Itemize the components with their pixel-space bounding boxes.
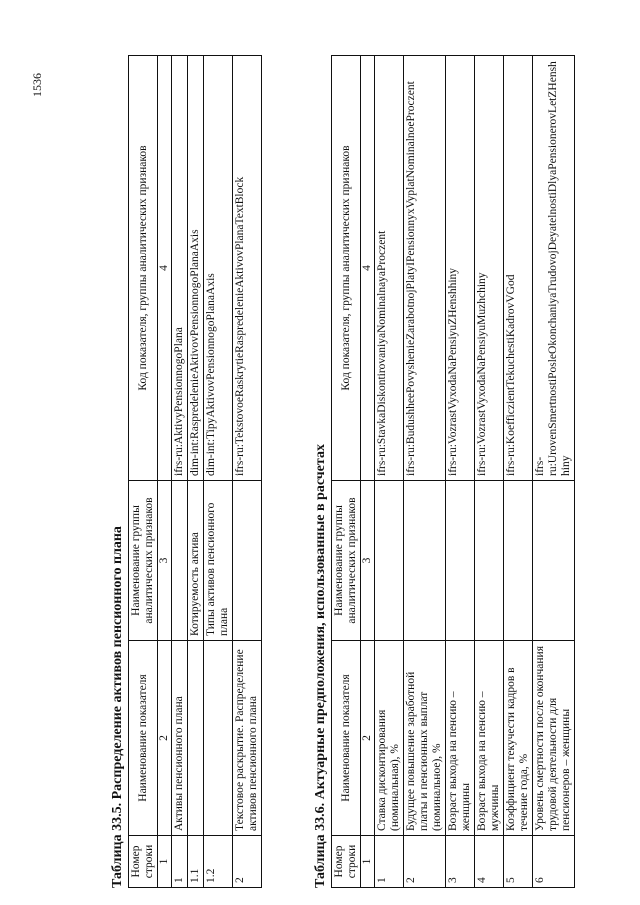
indicator-name: Возраст выхода на пенсию – женщины (446, 641, 475, 836)
group-name (504, 481, 533, 641)
table-row (475, 56, 504, 888)
indicator-name: Активы пенсионного плана (172, 641, 188, 836)
indicator-code: dim-int:RaspredelenieAktivovPensionnogoPlanaAxis (188, 56, 204, 481)
row-number: 1.2 (204, 836, 233, 888)
header-indicator-name: Наименование показателя (332, 641, 361, 836)
table2-header-row (332, 56, 361, 888)
header-row-number: Номер строки (332, 836, 361, 888)
row-number: 1 (375, 836, 404, 888)
table1-caption: Таблица 33.5. Распределение активов пенсионного плана (110, 526, 125, 888)
indicator-name: Коэффициент текучести кадров в течение года, % (504, 641, 533, 836)
header-row-number: Номер строки (129, 836, 158, 888)
indicator-code: ifrs-ru:VozrastVyxodaNaPensiyuZHenshhiny (446, 56, 475, 481)
header-code: Код показателя, группы аналитических признаков (332, 56, 361, 481)
header-group-name: Наименование группы аналитических признаков (129, 481, 158, 641)
row-number: 2 (404, 836, 446, 888)
indicator-name (188, 641, 204, 836)
indicator-name: Возраст выхода на пенсию – мужчины (475, 641, 504, 836)
group-name (375, 481, 404, 641)
row-number: 1 (172, 836, 188, 888)
table-actuarial-assumptions (331, 55, 575, 888)
table-row (204, 56, 233, 888)
group-name (172, 481, 188, 641)
table-row (375, 56, 404, 888)
indicator-code: ifrs-ru:KoefficzientTekuchestiKadrovVGod (504, 56, 533, 481)
index-cell: 2 (158, 641, 172, 836)
indicator-code: ifrs-ru:BudushheePovyshenieZarabotnojPlatyIPensionnyxVyplatNominalnoeProczent (404, 56, 446, 481)
table-row (446, 56, 475, 888)
table-row (533, 56, 575, 888)
header-group-name: Наименование группы аналитических признаков (332, 481, 361, 641)
row-number: 3 (446, 836, 475, 888)
indicator-name (204, 641, 233, 836)
indicator-code: dim-int:TipyAktivovPensionnogoPlanaAxis (204, 56, 233, 481)
indicator-code: ifrs-ru:StavkaDiskontirovaniyaNominalnayaProczent (375, 56, 404, 481)
group-name (233, 481, 262, 641)
row-number: 1.1 (188, 836, 204, 888)
table-row (233, 56, 262, 888)
table-row (188, 56, 204, 888)
table-row (404, 56, 446, 888)
header-code: Код показателя, группы аналитических признаков (129, 56, 158, 481)
index-cell: 3 (158, 481, 172, 641)
index-cell: 4 (158, 56, 172, 481)
row-number: 4 (475, 836, 504, 888)
indicator-code: ifrs-ru:VozrastVyxodaNaPensiyuMuzhchiny (475, 56, 504, 481)
table1-header-row (129, 56, 158, 888)
indicator-name: Текстовое раскрытие. Распределение активов пенсионного плана (233, 641, 262, 836)
table-row (172, 56, 188, 888)
indicator-code: ifrs-ru:UrovenSmertnostiPosleOkonchaniyaTrudovojDeyatelnostiDlyaPensionerovLetZHenshhiny (533, 56, 575, 481)
table2-caption: Таблица 33.6. Актуарные предположения, использованные в расчетах (313, 444, 328, 888)
header-indicator-name: Наименование показателя (129, 641, 158, 836)
row-number: 5 (504, 836, 533, 888)
index-cell: 2 (361, 641, 375, 836)
group-name (475, 481, 504, 641)
table2-index-row (361, 56, 375, 888)
table-pension-plan-assets (128, 55, 262, 888)
group-name (533, 481, 575, 641)
group-name (404, 481, 446, 641)
index-cell: 1 (158, 836, 172, 888)
indicator-name: Будущее повышение заработной платы и пенсионных выплат (номинальное), % (404, 641, 446, 836)
indicator-code: ifrs-ru:AktivyPensionnogoPlana (172, 56, 188, 481)
page-number: 1536 (30, 73, 44, 97)
indicator-code: ifrs-ru:TekstovoeRaskrytieRaspredelenieAktivovPlanaTextBlock (233, 56, 262, 481)
table1-index-row (158, 56, 172, 888)
indicator-name: Ставка дисконтирования (номинальная), % (375, 641, 404, 836)
group-name: Типы активов пенсионного плана (204, 481, 233, 641)
group-name: Котируемость актива (188, 481, 204, 641)
group-name (446, 481, 475, 641)
row-number: 2 (233, 836, 262, 888)
index-cell: 3 (361, 481, 375, 641)
index-cell: 4 (361, 56, 375, 481)
indicator-name: Уровень смертности после окончания трудовой деятельности для пенсионеров – женщины (533, 641, 575, 836)
index-cell: 1 (361, 836, 375, 888)
row-number: 6 (533, 836, 575, 888)
table-row (504, 56, 533, 888)
